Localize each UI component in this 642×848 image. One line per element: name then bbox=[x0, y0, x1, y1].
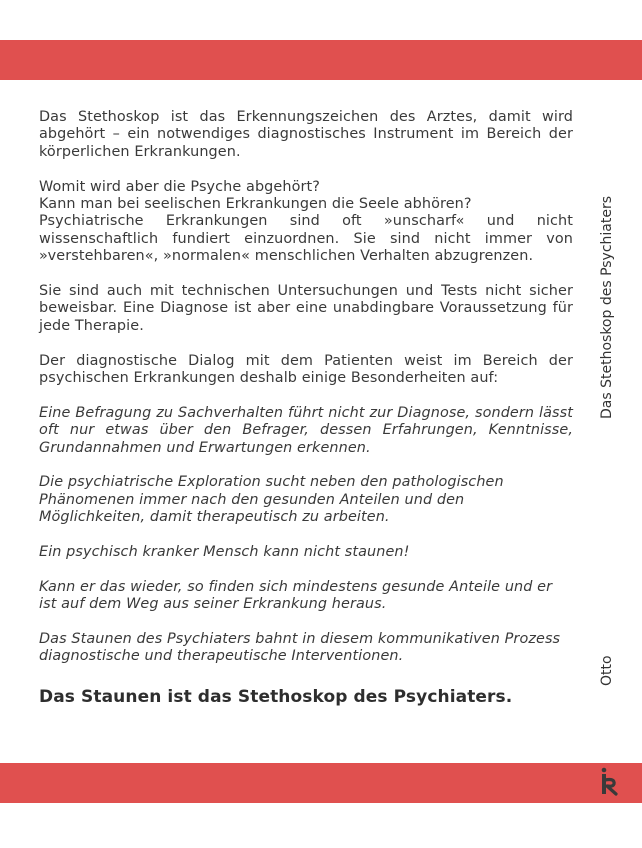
italic-paragraph-exploration: Die psychiatrische Exploration sucht neben den pathologischen Phänomenen immer nach den gesunden Anteilen und den Möglichkeiten, damit therapeutisch zu arbeiten. bbox=[39, 474, 504, 526]
paragraph-tests: Sie sind auch mit technischen Untersuchungen und Tests nicht sicher beweisbar. Eine Diagnose ist aber eine unabdingbare Voraussetzung für jede Therapie. bbox=[39, 283, 573, 334]
closing-statement: Das Staunen ist das Stethoskop des Psychiaters. bbox=[39, 686, 513, 707]
question-1: Womit wird aber die Psyche abgehört? bbox=[39, 178, 320, 195]
italic-paragraph-anteile: Kann er das wieder, so finden sich mindestens gesunde Anteile und er ist auf dem Weg aus seiner Erkrankung heraus. bbox=[39, 578, 553, 613]
paragraph-unscharf: Psychiatrische Erkrankungen sind oft »unscharf« und nicht wissenschaftlich fundiert einzuordnen. Sie sind nicht immer von »verstehbaren«, »normalen« menschlichen Verhalten abzugrenzen. bbox=[39, 213, 573, 265]
page-body bbox=[39, 109, 573, 725]
vertical-running-title: Das Stethoskop des Psychiaters bbox=[599, 195, 615, 419]
italic-paragraph-interventionen: Das Staunen des Psychiaters bahnt in diesem kommunikativen Prozess diagnostische und therapeutische Interventionen. bbox=[39, 631, 561, 665]
bottom-red-band bbox=[0, 763, 642, 803]
vertical-author-name: Otto bbox=[599, 655, 615, 686]
paragraph-questions bbox=[39, 179, 573, 266]
paragraph-intro: Das Stethoskop ist das Erkennungszeichen des Arztes, damit wird abgehört – ein notwendiges diagnostisches Instrument im Bereich der körperlichen Erkrankungen. bbox=[39, 109, 573, 160]
paragraph-dialog: Der diagnostische Dialog mit dem Patienten weist im Bereich der psychischen Erkrankungen deshalb einige Besonderheiten auf: bbox=[39, 352, 573, 387]
top-red-band bbox=[0, 40, 642, 80]
italic-paragraph-staunen: Ein psychisch kranker Mensch kann nicht staunen! bbox=[39, 544, 410, 561]
italic-paragraph-befragung: Eine Befragung zu Sachverhalten führt nicht zur Diagnose, sondern lässt oft nur etwas über den Befrager, dessen Erfahrungen, Kenntnisse, Grundannahmen und Erwartungen erkennen. bbox=[39, 404, 573, 456]
publisher-logo-icon bbox=[594, 765, 622, 799]
question-2: Kann man bei seelischen Erkrankungen die Seele abhören? bbox=[39, 196, 472, 213]
